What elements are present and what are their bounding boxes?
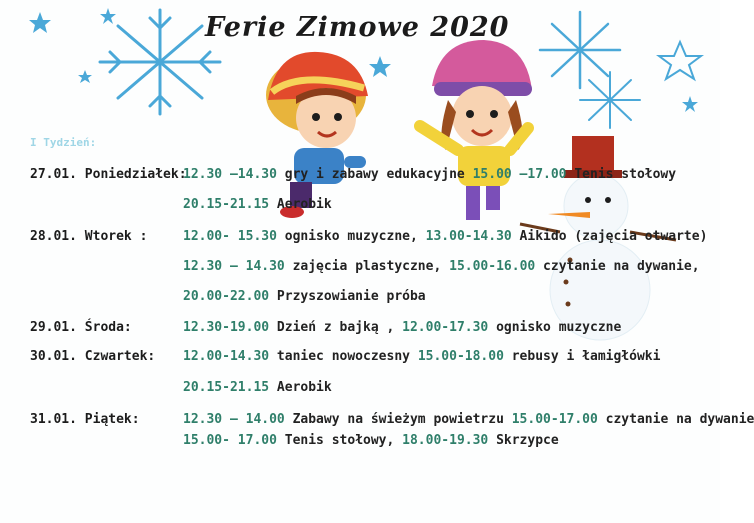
time-range: 18.00-19.30: [402, 433, 489, 448]
time-range: 12.00- 15.30: [183, 229, 277, 244]
day-label-friday: 31.01. Piątek:: [30, 412, 140, 427]
time-range: 20.15-21.15: [183, 380, 270, 395]
snowflake-icon: [100, 10, 220, 114]
time-range: 12.00-17.30: [402, 320, 489, 335]
activity-text: Skrzypce: [488, 433, 559, 448]
schedule-line: [183, 412, 754, 427]
time-range: 15.00-17.00: [511, 412, 598, 427]
day-label-wednesday: 29.01. Środa:: [30, 320, 132, 335]
activity-text: czytanie na dywanie: [597, 412, 754, 427]
time-range: 12.30-19.00: [183, 320, 270, 335]
time-range: 12.30 –14.30: [183, 167, 277, 182]
time-range: 20.00-22.00: [183, 289, 270, 304]
time-range: 12.00-14.30: [183, 349, 270, 364]
schedule-line: [183, 259, 700, 274]
activity-text: ognisko muzyczne: [488, 320, 622, 335]
activity-text: Tenis stołowy,: [276, 433, 403, 448]
activity-text: Przyszowianie próba: [269, 289, 426, 304]
time-range: 15.00 –17.00: [472, 167, 567, 182]
girl-illustration: [420, 40, 532, 220]
activity-text: gry i zabawy edukacyjne: [276, 167, 473, 182]
time-range: 12.30 – 14.30: [183, 259, 285, 274]
activity-text: Dzień z bajką ,: [269, 320, 403, 335]
day-label-monday: 27.01. Poniedziałek:: [30, 167, 187, 182]
schedule-line: [183, 229, 707, 244]
activity-text: Aerobik: [269, 197, 332, 212]
time-range: 15.00-16.00: [449, 259, 536, 274]
time-range: 20.15-21.15: [183, 197, 270, 212]
snowflake-icon: [540, 12, 620, 88]
day-label-tuesday: 28.01. Wtorek :: [30, 229, 148, 244]
activity-text: rebusy i łamigłówki: [503, 349, 661, 364]
schedule-line: [183, 433, 559, 448]
week-label: I Tydzień:: [30, 136, 97, 149]
schedule-line: [183, 197, 332, 212]
time-range: 12.30 – 14.00: [183, 412, 285, 427]
day-label-thursday: 30.01. Czwartek:: [30, 349, 156, 364]
time-range: 15.00-18.00: [417, 349, 504, 364]
snowflake-icon: [580, 72, 640, 128]
schedule-line: [183, 380, 332, 395]
activity-text: Tenis stołowy: [566, 167, 677, 182]
time-range: 13.00-14.30: [425, 229, 512, 244]
page-title: Ferie Zimowe 2020: [205, 12, 510, 43]
boy-illustration: [266, 52, 368, 218]
star-outline-icon: [659, 42, 701, 79]
schedule-line: [183, 320, 621, 335]
schedule-line: [183, 349, 660, 364]
activity-text: taniec nowoczesny: [269, 349, 418, 364]
activity-text: ognisko muzyczne,: [276, 229, 426, 244]
activity-text: Aerobik: [269, 380, 332, 395]
activity-text: Zabawy na świeżym powietrzu: [284, 412, 512, 427]
activity-text: Aikido (zajęcia otwarte): [511, 229, 708, 244]
schedule-line: [183, 167, 676, 182]
schedule-line: [183, 289, 426, 304]
activity-text: czytanie na dywanie,: [535, 259, 700, 274]
time-range: 15.00- 17.00: [183, 433, 277, 448]
activity-text: zajęcia plastyczne,: [284, 259, 450, 274]
